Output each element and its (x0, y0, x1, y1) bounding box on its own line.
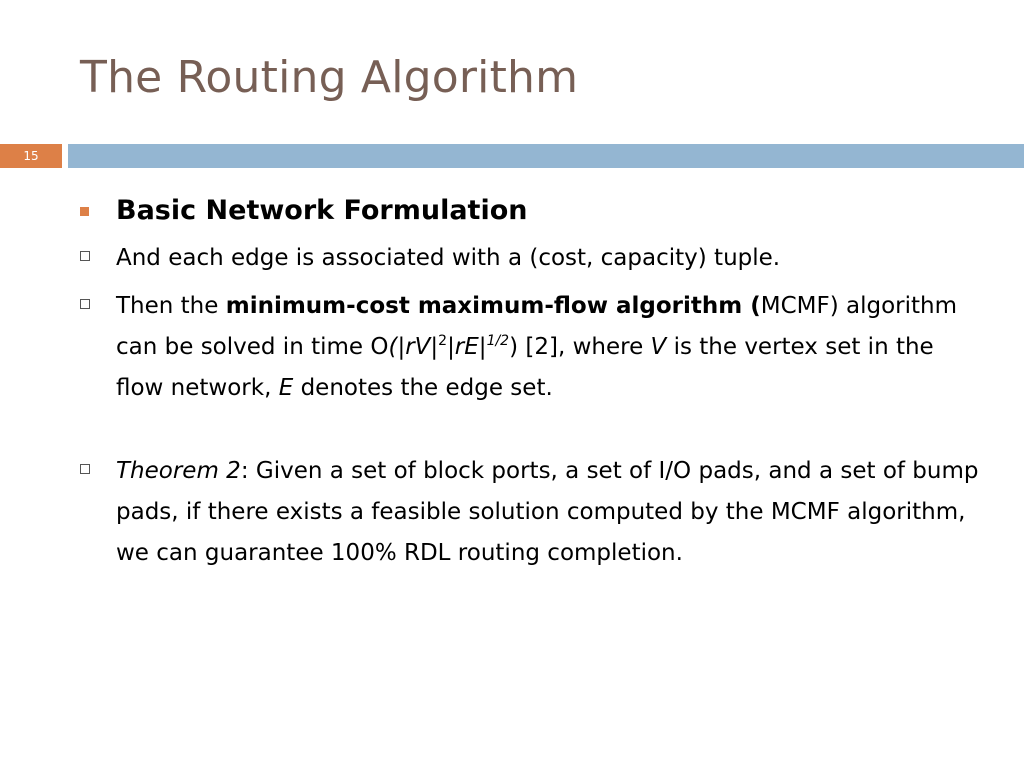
bullet-mcmf (80, 286, 980, 409)
heading-text: Basic Network Formulation (116, 195, 528, 226)
bullet-text-part: ) [2], where (509, 334, 651, 360)
superscript: 1/2 (486, 333, 510, 349)
bullet-edge-tuple (80, 238, 980, 279)
bullet-text-part: MCMF) algorithm can be solved in time O (116, 293, 957, 360)
square-bullet-icon (80, 207, 89, 216)
bullet-text: And each edge is associated with a (cost, capacity) tuple. (116, 245, 781, 271)
slide-title: The Routing Algorithm (80, 52, 579, 103)
bullet-text-bold: minimum-cost maximum-flow algorithm ( (225, 293, 761, 319)
bullet-text-part: : Given a set of block ports, a set of I/O pads, and a set of bump pads, if there exists a feasible solution computed by the MCMF algorithm, we can guarantee 100% RDL routing completion. (116, 458, 979, 566)
bullet-text-italic: |rE| (447, 334, 487, 360)
bullet-text-italic: V (650, 334, 667, 360)
bullet-text-part: Then the (116, 293, 226, 319)
bullet-heading (80, 190, 980, 232)
bullet-text-italic: E (278, 375, 294, 401)
bullet-text-italic: (|rV| (388, 334, 439, 360)
slide-content (80, 190, 980, 581)
title-divider-bar (68, 144, 1024, 168)
bullet-theorem (80, 451, 980, 574)
hollow-square-bullet-icon (80, 464, 90, 474)
hollow-square-bullet-icon (80, 251, 90, 261)
bullet-text-part: denotes the edge set. (293, 375, 553, 401)
hollow-square-bullet-icon (80, 299, 90, 309)
bullet-text-part: is the vertex set in the flow network, (116, 334, 934, 401)
theorem-label: Theorem 2 (116, 458, 241, 484)
slide-number: 15 (0, 144, 62, 168)
superscript: 2 (438, 333, 448, 349)
